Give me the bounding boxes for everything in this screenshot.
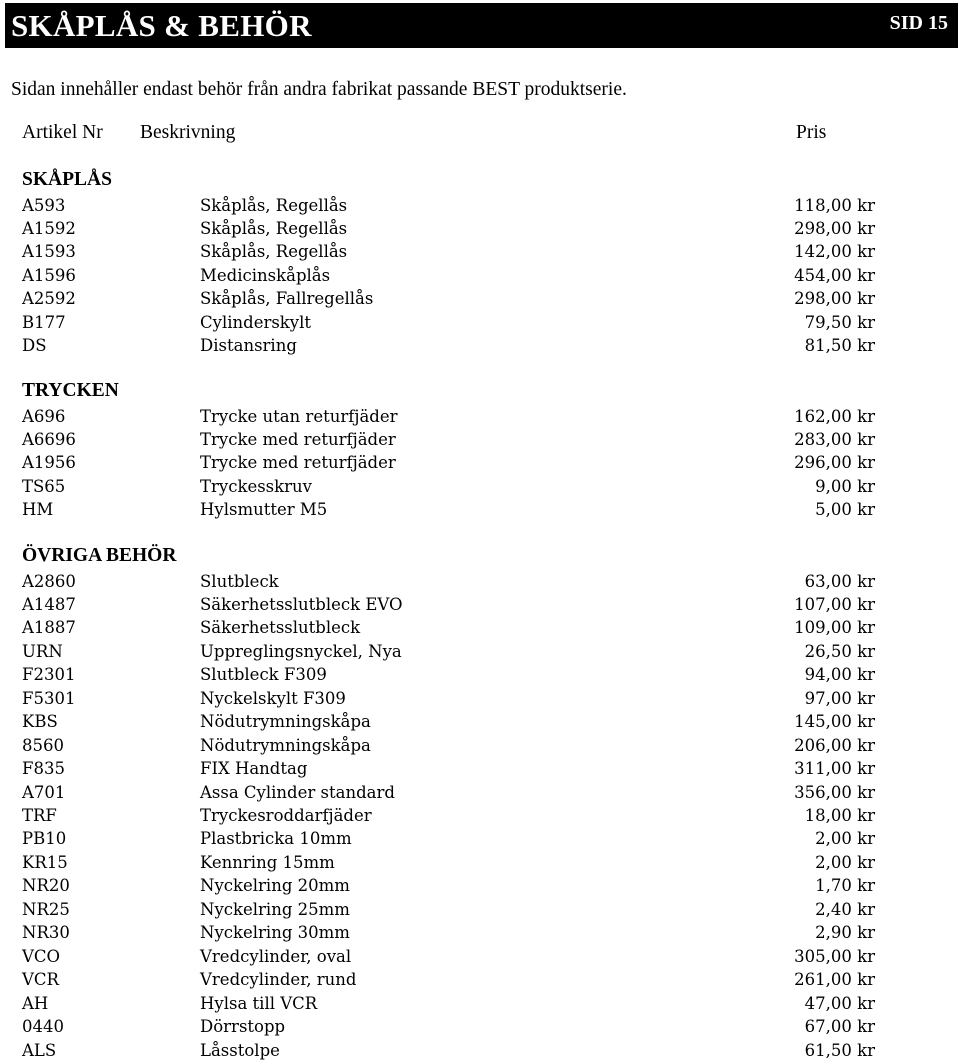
column-header-price: Pris bbox=[796, 122, 827, 143]
table-row bbox=[0, 266, 960, 289]
table-row bbox=[0, 289, 960, 312]
item-price: 298,00 kr bbox=[794, 218, 875, 238]
item-description: Dörrstopp bbox=[200, 1017, 286, 1037]
item-description: Vredcylinder, rund bbox=[200, 970, 357, 990]
article-number: A2860 bbox=[22, 571, 76, 591]
article-number: KR15 bbox=[22, 852, 68, 872]
item-description: Trycke utan returfjäder bbox=[200, 406, 398, 426]
item-price: 2,00 kr bbox=[815, 852, 875, 872]
item-price: 97,00 kr bbox=[804, 688, 875, 708]
item-description: Plastbricka 10mm bbox=[200, 829, 352, 849]
table-row bbox=[0, 994, 960, 1017]
article-number: 8560 bbox=[22, 735, 64, 755]
item-description: Säkerhetsslutbleck bbox=[200, 618, 361, 638]
item-description: Skåplås, Fallregellås bbox=[200, 289, 374, 309]
article-number: HM bbox=[22, 500, 54, 520]
item-description: Vredcylinder, oval bbox=[200, 946, 352, 966]
article-number: A701 bbox=[22, 782, 66, 802]
item-description: FIX Handtag bbox=[200, 759, 308, 779]
table-row bbox=[0, 1041, 960, 1064]
table-row bbox=[0, 430, 960, 453]
item-price: 67,00 kr bbox=[804, 1017, 875, 1037]
item-description: Uppreglingsnyckel, Nya bbox=[200, 641, 402, 661]
article-number: NR30 bbox=[22, 923, 70, 943]
article-number: 0440 bbox=[22, 1017, 64, 1037]
page-title: SKÅPLÅS & BEHÖR bbox=[11, 8, 312, 43]
item-description: Hylsa till VCR bbox=[200, 993, 318, 1013]
item-description: Kennring 15mm bbox=[200, 852, 335, 872]
item-description: Nyckelskylt F309 bbox=[200, 688, 346, 708]
article-number: F5301 bbox=[22, 688, 76, 708]
item-price: 283,00 kr bbox=[794, 429, 875, 449]
column-header-article: Artikel Nr bbox=[22, 122, 103, 143]
item-description: Nyckelring 30mm bbox=[200, 923, 350, 943]
table-row bbox=[0, 853, 960, 876]
item-description: Slutbleck F309 bbox=[200, 665, 327, 685]
article-number: A1592 bbox=[22, 218, 76, 238]
item-description: Skåplås, Regellås bbox=[200, 242, 348, 262]
table-row bbox=[0, 500, 960, 523]
article-number: KBS bbox=[22, 712, 58, 732]
item-description: Nyckelring 20mm bbox=[200, 876, 350, 896]
item-price: 356,00 kr bbox=[794, 782, 875, 802]
article-number: F835 bbox=[22, 759, 65, 779]
item-price: 9,00 kr bbox=[815, 476, 875, 496]
table-row bbox=[0, 219, 960, 242]
item-description: Nödutrymningskåpa bbox=[200, 735, 371, 755]
item-description: Nyckelring 25mm bbox=[200, 899, 350, 919]
item-description: Tryckesskruv bbox=[200, 476, 312, 496]
article-number: PB10 bbox=[22, 829, 67, 849]
table-row bbox=[0, 689, 960, 712]
table-row bbox=[0, 196, 960, 219]
table-row bbox=[0, 923, 960, 946]
article-number: A696 bbox=[22, 406, 66, 426]
table-row bbox=[0, 829, 960, 852]
item-description: Trycke med returfjäder bbox=[200, 453, 396, 473]
table-row bbox=[0, 876, 960, 899]
item-price: 1,70 kr bbox=[815, 876, 875, 896]
item-description: Säkerhetsslutbleck EVO bbox=[200, 594, 403, 614]
column-header-description: Beskrivning bbox=[140, 122, 236, 143]
table-row bbox=[0, 407, 960, 430]
article-number: A1956 bbox=[22, 453, 76, 473]
section-title: ÖVRIGA BEHÖR bbox=[22, 545, 177, 566]
table-row bbox=[0, 572, 960, 595]
article-number: AH bbox=[22, 993, 49, 1013]
item-description: Hylsmutter M5 bbox=[200, 500, 328, 520]
table-row bbox=[0, 947, 960, 970]
item-description: Låsstolpe bbox=[200, 1040, 280, 1060]
article-number: VCO bbox=[22, 946, 61, 966]
item-price: 26,50 kr bbox=[804, 641, 875, 661]
table-row bbox=[0, 1017, 960, 1040]
table-row bbox=[0, 712, 960, 735]
table-row bbox=[0, 453, 960, 476]
item-price: 47,00 kr bbox=[804, 993, 875, 1013]
table-row bbox=[0, 477, 960, 500]
item-price: 107,00 kr bbox=[794, 594, 875, 614]
article-number: F2301 bbox=[22, 665, 76, 685]
item-price: 206,00 kr bbox=[794, 735, 875, 755]
header-bar bbox=[5, 3, 958, 48]
table-row bbox=[0, 970, 960, 993]
table-row bbox=[0, 642, 960, 665]
item-description: Nödutrymningskåpa bbox=[200, 712, 371, 732]
item-price: 298,00 kr bbox=[794, 289, 875, 309]
table-row bbox=[0, 313, 960, 336]
item-price: 2,00 kr bbox=[815, 829, 875, 849]
article-number: NR20 bbox=[22, 876, 70, 896]
item-description: Skåplås, Regellås bbox=[200, 195, 348, 215]
article-number: A2592 bbox=[22, 289, 76, 309]
item-price: 118,00 kr bbox=[794, 195, 875, 215]
article-number: DS bbox=[22, 336, 47, 356]
table-row bbox=[0, 783, 960, 806]
item-price: 162,00 kr bbox=[794, 406, 875, 426]
item-price: 296,00 kr bbox=[794, 453, 875, 473]
item-price: 61,50 kr bbox=[804, 1040, 875, 1060]
item-description: Slutbleck bbox=[200, 571, 279, 591]
item-price: 109,00 kr bbox=[794, 618, 875, 638]
table-row bbox=[0, 595, 960, 618]
article-number: A1596 bbox=[22, 265, 76, 285]
page-number: SID 15 bbox=[889, 12, 948, 34]
item-price: 145,00 kr bbox=[794, 712, 875, 732]
article-number: URN bbox=[22, 641, 63, 661]
item-description: Cylinderskylt bbox=[200, 312, 312, 332]
item-description: Tryckesroddarfjäder bbox=[200, 806, 372, 825]
table-row bbox=[0, 759, 960, 782]
item-price: 63,00 kr bbox=[804, 571, 875, 591]
article-number: TS65 bbox=[22, 476, 66, 496]
section-title: SKÅPLÅS bbox=[22, 169, 112, 190]
item-price: 94,00 kr bbox=[804, 665, 875, 685]
article-number: A1487 bbox=[22, 594, 76, 614]
item-price: 2,40 kr bbox=[815, 899, 875, 919]
item-price: 79,50 kr bbox=[804, 312, 875, 332]
article-number: ALS bbox=[22, 1040, 57, 1060]
item-description: Skåplås, Regellås bbox=[200, 218, 348, 238]
item-price: 454,00 kr bbox=[794, 265, 875, 285]
article-number: A593 bbox=[22, 195, 66, 215]
article-number: VCR bbox=[22, 970, 59, 990]
item-price: 142,00 kr bbox=[794, 242, 875, 262]
table-row bbox=[0, 665, 960, 688]
item-price: 311,00 kr bbox=[794, 759, 875, 779]
item-description: Distansring bbox=[200, 336, 297, 356]
item-price: 18,00 kr bbox=[804, 806, 875, 825]
article-number: TRF bbox=[22, 806, 57, 825]
article-number: A6696 bbox=[22, 429, 76, 449]
article-number: NR25 bbox=[22, 899, 70, 919]
item-description: Medicinskåplås bbox=[200, 265, 331, 285]
item-price: 2,90 kr bbox=[815, 923, 875, 943]
section-title: TRYCKEN bbox=[22, 380, 119, 401]
table-row bbox=[0, 736, 960, 759]
table-row bbox=[0, 900, 960, 923]
article-number: B177 bbox=[22, 312, 66, 332]
item-price: 261,00 kr bbox=[794, 970, 875, 990]
item-price: 305,00 kr bbox=[794, 946, 875, 966]
intro-text: Sidan innehåller endast behör från andra fabrikat passande BEST produktserie. bbox=[11, 79, 627, 100]
table-row bbox=[0, 806, 960, 829]
article-number: A1887 bbox=[22, 618, 76, 638]
item-description: Trycke med returfjäder bbox=[200, 429, 396, 449]
item-price: 81,50 kr bbox=[804, 336, 875, 356]
article-number: A1593 bbox=[22, 242, 76, 262]
item-price: 5,00 kr bbox=[815, 500, 875, 520]
table-row bbox=[0, 618, 960, 641]
item-description: Assa Cylinder standard bbox=[200, 782, 395, 802]
table-row bbox=[0, 242, 960, 265]
table-row bbox=[0, 336, 960, 359]
